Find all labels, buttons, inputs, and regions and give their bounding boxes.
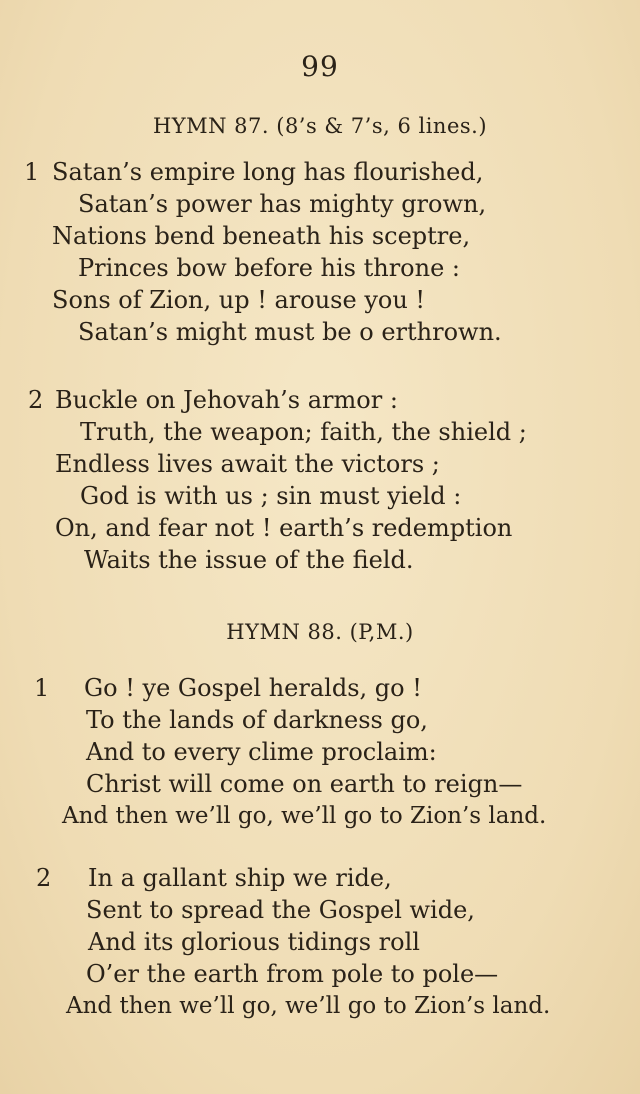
verse-line: God is with us ; sin must yield :: [80, 482, 462, 510]
verse-line: Sons of Zion, up ! arouse you !: [52, 286, 426, 314]
hymn-87-title: HYMN 87. (8’s & 7’s, 6 lines.): [152, 114, 488, 138]
verse-line: Go ! ye Gospel heralds, go !: [84, 674, 422, 702]
hymn-87-verse-1-number: 1: [24, 158, 40, 186]
verse-line: On, and fear not ! earth’s redemption: [55, 514, 513, 542]
hymn-88-title: HYMN 88. (P,M.): [226, 620, 414, 644]
verse-line: Satan’s might must be o erthrown.: [78, 318, 502, 346]
verse-line: O’er the earth from pole to pole—: [86, 960, 499, 988]
verse-line: Nations bend beneath his sceptre,: [52, 222, 471, 250]
verse-line: In a gallant ship we ride,: [88, 864, 392, 892]
verse-line: Sent to spread the Gospel wide,: [86, 896, 475, 924]
verse-line: Princes bow before his throne :: [78, 254, 461, 282]
verse-line: Waits the issue of the field.: [84, 546, 414, 574]
hymn-88-verse-2-number: 2: [36, 864, 52, 892]
verse-line: And then we’ll go, we’ll go to Zion’s land.: [66, 993, 551, 1019]
verse-line: To the lands of darkness go,: [86, 706, 428, 734]
hymn-87-verse-2-number: 2: [28, 386, 44, 414]
verse-line: Buckle on Jehovah’s armor :: [55, 386, 398, 414]
page-number: 99: [301, 50, 339, 83]
verse-line: And then we’ll go, we’ll go to Zion’s land.: [62, 803, 547, 829]
verse-line: And to every clime proclaim:: [86, 738, 437, 766]
verse-line: Satan’s power has mighty grown,: [78, 190, 487, 218]
verse-line: And its glorious tidings roll: [88, 928, 420, 956]
hymn-88-verse-1-number: 1: [34, 674, 50, 702]
verse-line: Satan’s empire long has flourished,: [52, 158, 484, 186]
verse-line: Endless lives await the victors ;: [55, 450, 440, 478]
verse-line: Christ will come on earth to reign—: [86, 770, 523, 798]
verse-line: Truth, the weapon; faith, the shield ;: [80, 418, 527, 446]
